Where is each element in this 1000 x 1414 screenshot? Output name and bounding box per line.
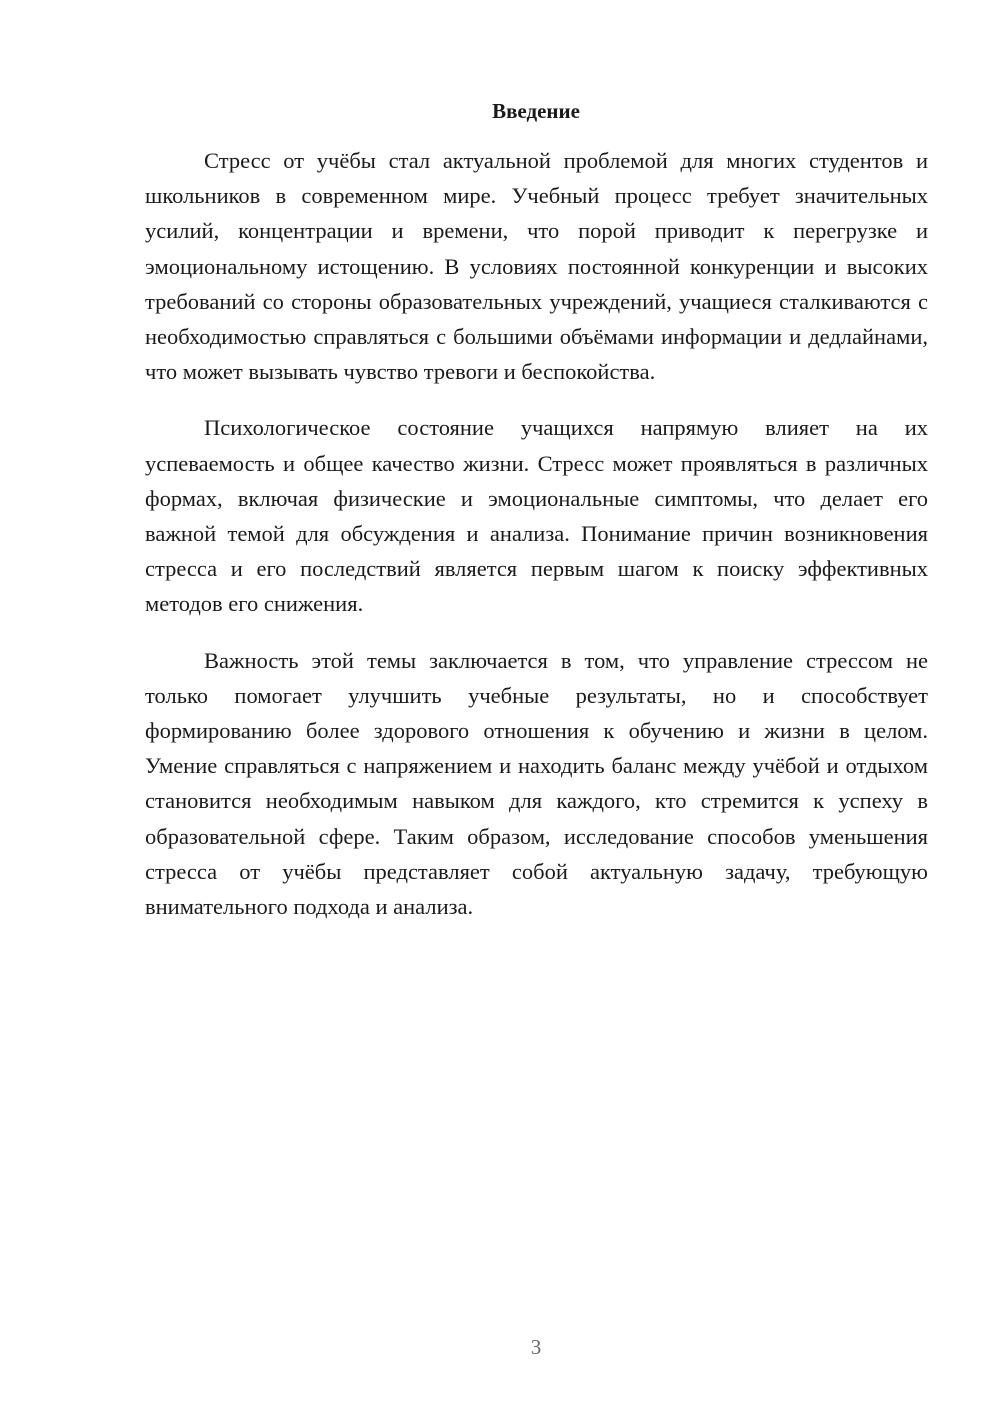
body-text [145,143,928,924]
paragraph-3: Важность этой темы заключается в том, что управление стрессом не только помогает улучшить учебные результаты, но и способствует формированию более здорового отношения к обучению и жизни в целом. Умение справляться с напряжением и находить баланс между учёбой и отдыхом становится необходимым навыком для каждого, кто стремится к успеху в образовательной сфере. Таким образом, исследование способов уменьшения стресса от учёбы представляет собой актуальную задачу, требующую внимательного подхода и анализа. [145,647,928,920]
page-number: 3 [530,1335,542,1359]
section-heading: Введение [492,99,580,123]
paragraph-2: Психологическое состояние учащихся напрямую влияет на их успеваемость и общее качество жизни. Стресс может проявляться в различных формах, включая физические и эмоциональные симптомы, что делает его важной темой для обсуждения и анализа. Понимание причин возникновения стресса и его последствий является первым шагом к поиску эффективных методов его снижения. [145,415,928,617]
paragraph-1: Стресс от учёбы стал актуальной проблемой для многих студентов и школьников в современном мире. Учебный процесс требует значительных усилий, концентрации и времени, что порой приводит к перегрузке и эмоциональному истощению. В условиях постоянной конкуренции и высоких требований со стороны образовательных учреждений, учащиеся сталкиваются с необходимостью справляться с большими объёмами информации и дедлайнами, что может вызывать чувство тревоги и беспокойства. [145,148,928,385]
